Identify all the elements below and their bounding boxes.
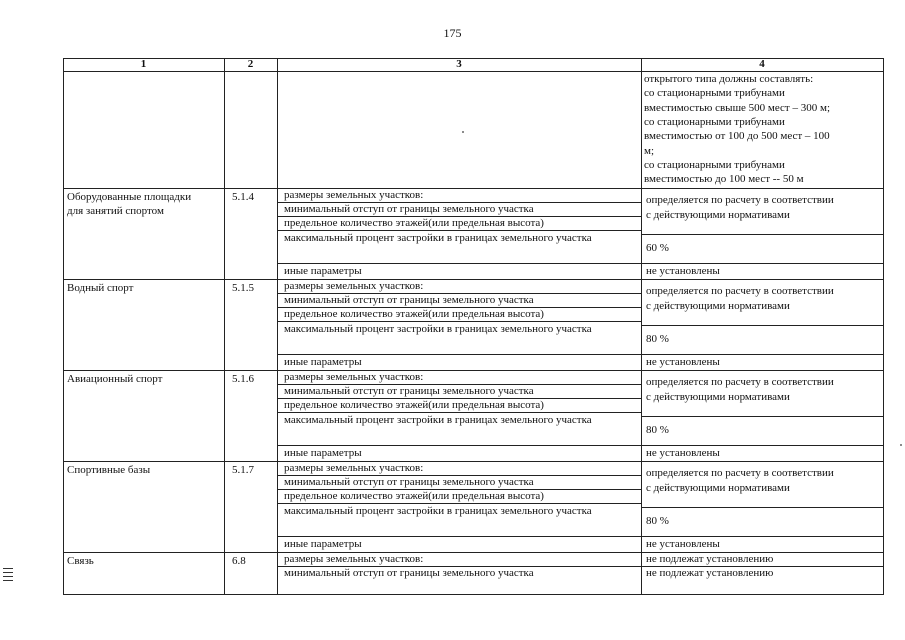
row-name: Спортивные базы [67,464,151,476]
param-divider [277,216,641,217]
param-divider [277,230,641,231]
value-divider [641,507,883,508]
value-divider [641,234,883,235]
param-label: минимальный отступ от границы земельного участка [284,476,534,488]
param-label: максимальный процент застройки в границах земельного участка [284,232,592,244]
value-percent: 60 % [646,242,669,254]
margin-mark [3,576,13,577]
value-calc: определяется по расчету в соответствии [646,376,834,388]
param-divider [277,566,883,567]
continuation-line: со стационарными трибунами [644,115,785,128]
value-calc: с действующими нормативами [646,209,790,221]
param-divider [277,354,641,355]
param-label: предельное количество этажей(или предельная высота) [284,490,544,502]
value-other: не установлены [646,447,720,459]
table-border-vertical [641,58,642,595]
param-label: размеры земельных участков: [284,553,424,565]
scan-speck [462,131,464,133]
regulations-table [63,58,883,594]
margin-mark [3,568,13,569]
param-divider [277,445,641,446]
value-divider [641,536,883,537]
value-divider [641,354,883,355]
row-name: Оборудованные площадки [67,191,192,203]
param-divider [277,384,641,385]
value-other: не подлежат установлению [646,553,774,565]
column-header-1: 1 [140,58,147,70]
row-divider [63,370,883,371]
continuation-line: открытого типа должны составлять: [644,73,814,85]
value-divider [641,325,883,326]
param-label: предельное количество этажей(или предельная высота) [284,217,544,229]
value-divider [641,263,883,264]
param-label: иные параметры [284,265,362,277]
table-border-horizontal [63,71,883,72]
param-label: предельное количество этажей(или предельная высота) [284,399,544,411]
row-divider [63,188,883,189]
param-label: максимальный процент застройки в границах земельного участка [284,505,592,517]
table-border-vertical [277,58,278,595]
table-border-vertical [63,58,64,595]
value-other: не установлены [646,356,720,368]
value-calc: определяется по расчету в соответствии [646,194,834,206]
margin-mark [3,580,13,581]
param-label: размеры земельных участков: [284,371,424,383]
row-name: Водный спорт [67,282,134,294]
continuation-line: со стационарными трибунами [644,87,785,100]
value-percent: 80 % [646,515,669,527]
value-percent: 80 % [646,424,669,436]
param-label: минимальный отступ от границы земельного участка [284,203,534,215]
value-other: не установлены [646,265,720,277]
value-other: не установлены [646,538,720,550]
value-calc: с действующими нормативами [646,482,790,494]
row-divider [63,279,883,280]
param-divider [277,398,641,399]
param-label: иные параметры [284,356,362,368]
param-divider [277,307,641,308]
column-header-3: 3 [456,58,462,70]
continuation-line: м; [644,144,655,157]
param-label: размеры земельных участков: [284,189,424,201]
continuation-line: вместимостью до 100 мест -- 50 м [644,173,804,186]
param-label: минимальный отступ от границы земельного участка [284,385,534,397]
column-header-2: 2 [247,58,254,70]
row-code: 5.1.5 [232,282,254,294]
value-divider [641,445,883,446]
continuation-line: вместимостью от 100 до 500 мест – 100 [644,130,830,143]
param-divider [277,536,641,537]
param-label: максимальный процент застройки в границах земельного участка [284,323,592,335]
row-code: 6.8 [232,555,246,567]
row-name: Авиационный спорт [67,373,163,385]
param-label: предельное количество этажей(или предельная высота) [284,308,544,320]
param-divider [277,489,641,490]
scan-speck [900,444,902,446]
row-divider [63,461,883,462]
value-calc: с действующими нормативами [646,391,790,403]
param-divider [277,293,641,294]
value-divider [641,416,883,417]
param-label: иные параметры [284,447,362,459]
column-header-4: 4 [759,58,765,70]
value-calc: с действующими нормативами [646,300,790,312]
param-label: минимальный отступ от границы земельного участка [284,294,534,306]
param-divider [277,202,641,203]
row-code: 5.1.4 [232,191,254,203]
param-divider [277,503,641,504]
table-border-vertical [883,58,884,595]
value-calc: определяется по расчету в соответствии [646,467,834,479]
row-code: 5.1.6 [232,373,254,385]
param-label: размеры земельных участков: [284,462,424,474]
param-divider [277,412,641,413]
param-divider [277,475,641,476]
row-name: для занятий спортом [67,205,164,217]
value-other: не подлежат установлению [646,567,774,579]
continuation-line: вместимостью свыше 500 мест – 300 м; [644,101,831,114]
param-label: максимальный процент застройки в границах земельного участка [284,414,592,426]
value-percent: 80 % [646,333,669,345]
table-border-vertical [224,58,225,595]
param-label: размеры земельных участков: [284,280,424,292]
table-border-horizontal [63,594,884,595]
param-divider [277,263,641,264]
continuation-line: со стационарными трибунами [644,158,785,171]
value-calc: определяется по расчету в соответствии [646,285,834,297]
row-code: 5.1.7 [232,464,254,476]
param-label: иные параметры [284,538,362,550]
row-name: Связь [67,555,94,567]
margin-mark [3,572,13,573]
param-label: минимальный отступ от границы земельного участка [284,567,534,579]
page-number: 175 [443,26,462,40]
param-divider [277,321,641,322]
